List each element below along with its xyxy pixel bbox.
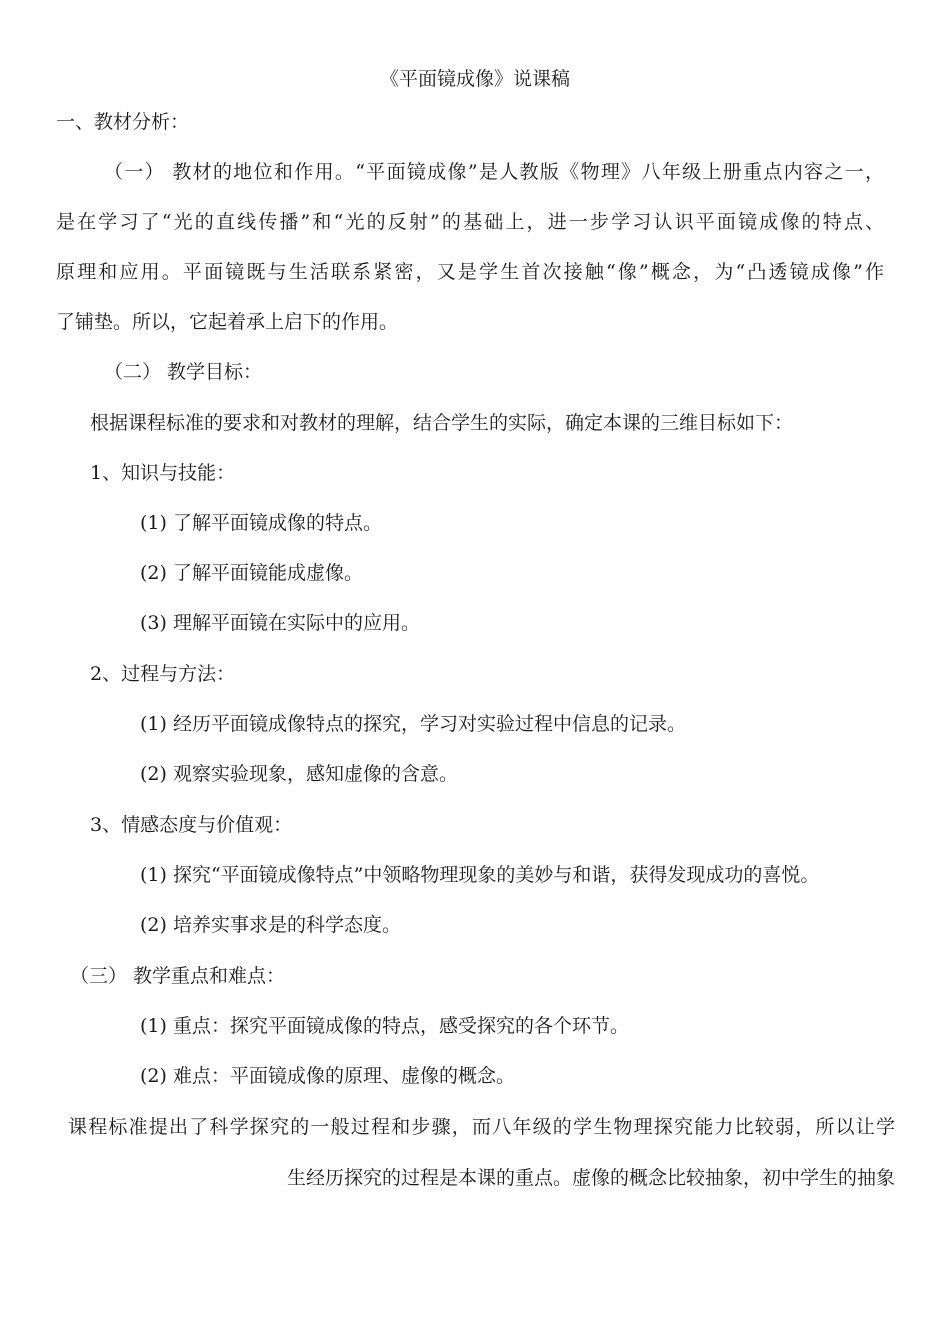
paragraph-line: 是在学习了“光的直线传播”和“光的反射”的基础上，进一步学习认识平面镜成像的特点、 [56, 211, 884, 233]
paragraph-line: 了铺垫。所以，它起着承上启下的作用。 [56, 311, 399, 333]
paragraph-line: 生经历探究的过程是本课的重点。虚像的概念比较抽象，初中学生的抽象 [286, 1167, 895, 1189]
list-item: (1) 了解平面镜成像的特点。 [140, 512, 382, 534]
list-item: (1) 经历平面镜成像特点的探究，学习对实验过程中信息的记录。 [140, 713, 686, 735]
subsection-heading-teaching-goals: （二） 教学目标： [104, 361, 263, 383]
subsection-heading-key-points: （三） 教学重点和难点： [70, 965, 286, 987]
section-heading-textbook-analysis: 一、教材分析： [56, 111, 190, 133]
list-item: (3) 理解平面镜在实际中的应用。 [140, 612, 420, 634]
document-title: 《平面镜成像》说课稿 [379, 68, 570, 90]
list-item: (2) 难点：平面镜成像的原理、虚像的概念。 [140, 1065, 515, 1087]
goal-heading-process: 2、过程与方法： [90, 663, 236, 685]
list-item: (1) 重点：探究平面镜成像的特点，感受探究的各个环节。 [140, 1015, 629, 1037]
list-item: (1) 探究“平面镜成像特点”中领略物理现象的美妙与和谐，获得发现成功的喜悦。 [140, 864, 820, 886]
goal-heading-attitude: 3、情感态度与价值观： [90, 814, 293, 836]
paragraph-line: （一） 教材的地位和作用。“平面镜成像”是人教版《物理》八年级上册重点内容之一， [104, 161, 884, 183]
paragraph-line: 课程标准提出了科学探究的一般过程和步骤，而八年级的学生物理探究能力比较弱，所以让学 [68, 1116, 895, 1138]
goal-heading-knowledge: 1、知识与技能： [90, 462, 236, 484]
list-item: (2) 了解平面镜能成虚像。 [140, 562, 363, 584]
list-item: (2) 观察实验现象，感知虚像的含意。 [140, 763, 458, 785]
paragraph-line: 原理和应用。平面镜既与生活联系紧密，又是学生首次接触“像”概念，为“凸透镜成像”作 [56, 261, 884, 283]
paragraph-line: 根据课程标准的要求和对教材的理解，结合学生的实际，确定本课的三维目标如下： [90, 412, 794, 434]
list-item: (2) 培养实事求是的科学态度。 [140, 914, 401, 936]
